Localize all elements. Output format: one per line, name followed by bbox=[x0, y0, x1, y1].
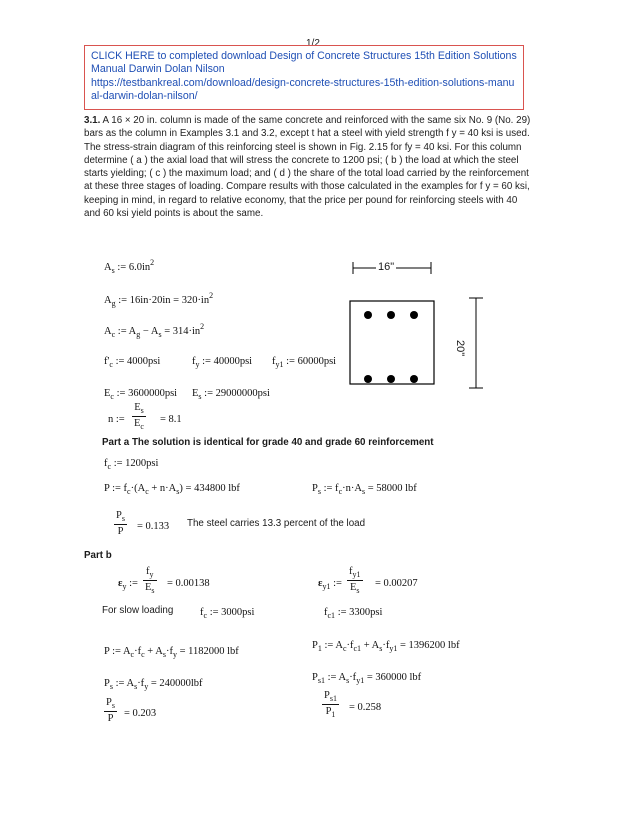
rebar-dot bbox=[410, 375, 418, 383]
part-b-p-value: 1182000 lbf bbox=[188, 646, 239, 657]
part-b-fc1: $f_{c1}$ := 3300psi bbox=[324, 607, 383, 620]
n-fraction: $E_s$ $E_c$ bbox=[134, 402, 144, 432]
ag-equation: $A_g$ := $16in\cdot 20in = 320\cdot in^2$ bbox=[104, 291, 214, 308]
part-b-fc: $f_c$ := 3000psi bbox=[200, 607, 255, 620]
part-a-ratio-fraction: $P_s$ P bbox=[116, 510, 125, 538]
slow-loading-label: For slow loading bbox=[102, 605, 174, 616]
part-a-ratio: = 0.133 bbox=[137, 521, 170, 532]
part-b-ps-equation: $P_s$ := $A_s\cdot f_y = 240000lbf$ bbox=[104, 678, 203, 691]
part-b-fc1-value: 3300psi bbox=[349, 607, 383, 618]
rebar-dot bbox=[364, 311, 372, 319]
fc-equation: $f'_c$ := 4000psi bbox=[104, 356, 161, 369]
fy1-equation: $f_{y1}$ := 60000psi bbox=[272, 356, 337, 369]
banner-link-line1[interactable]: CLICK HERE to completed download Design of Concrete Structures 15th Edition Solutions bbox=[91, 50, 517, 62]
part-a-heading: Part a The solution is identical for grade 40 and grade 60 reinforcement bbox=[102, 437, 434, 448]
rebar-dot bbox=[387, 311, 395, 319]
part-b-ratio1-fraction: $P_{s1}$ $P_1$ bbox=[324, 690, 337, 720]
part-b-p-equation: P := $A_c\cdot f_c + A_s\cdot f_y = 1182000$ lbf bbox=[104, 646, 239, 659]
as-equation: $A_s$ := $6.0in^2$ bbox=[104, 258, 155, 275]
part-a-note: The steel carries 13.3 percent of the load bbox=[187, 518, 366, 529]
part-b-ps1-value: 360000 lbf bbox=[375, 672, 422, 683]
ey-label: $\varepsilon_y$ := bbox=[118, 578, 138, 591]
rebar-dot bbox=[364, 375, 372, 383]
part-a-p-equation: P := $f_c\cdot(A_c + n\cdot A_s) = 434800$ lbf bbox=[104, 483, 240, 496]
n-label: n := bbox=[108, 414, 125, 425]
problem-number: 3.1. bbox=[84, 115, 101, 126]
part-b-p1-value: 1396200 lbf bbox=[408, 640, 460, 651]
ey1-label: $\varepsilon_{y1}$ := bbox=[318, 578, 342, 591]
part-b-heading: Part b bbox=[84, 550, 112, 561]
banner-link-line2[interactable]: Manual Darwin Dolan Nilson bbox=[91, 63, 225, 76]
part-b-ratio: = 0.203 bbox=[124, 708, 157, 719]
download-banner[interactable] bbox=[84, 45, 524, 110]
part-b-fc-value: 3000psi bbox=[221, 607, 255, 618]
ey-value: = 0.00138 bbox=[167, 578, 210, 589]
part-b-ps-value: 240000lbf bbox=[159, 678, 203, 689]
height-dim-label: 20" bbox=[454, 340, 466, 357]
rebar-dot bbox=[410, 311, 418, 319]
problem-text: A 16 × 20 in. column is made of the same concrete and reinforced with the same six No. 9 (No. 29) bars as the column in Examples 3.1 and 3.2, except t hat a steel with yield strength f y = 40 ksi is used. The stress-strain diagram of this reinforcing steel is shown in Fig. 2.15 for fy = 40 ksi. For this column determine ( a ) the axial load that will stress the concrete to 1200 psi; ( b ) the load at which the steel starts yielding; ( c ) the maximum load; and ( d ) the share of the total load carried by the reinforcement at these three stages of loading. Compare results with those calculated in the examples for f y = 60 ksi, keeping in mind, in regard to relative economy, that the price per pound for reinforcing steels with 40 and 60 ksi yield points is about the same. bbox=[84, 115, 531, 220]
part-a-ps-equation: $P_s$ := $f_c\cdot n\cdot A_s = 58000$ lbf bbox=[312, 483, 417, 496]
part-b-ps1-equation: $P_{s1}$ := $A_s\cdot f_{y1} = 360000$ lbf bbox=[312, 672, 422, 685]
part-a-p-value: 434800 lbf bbox=[194, 483, 240, 494]
ec-equation: $E_c$ := 3600000psi bbox=[104, 388, 178, 401]
fy-equation: $f_y$ := 40000psi bbox=[192, 356, 253, 369]
ey1-value: = 0.00207 bbox=[375, 578, 418, 589]
fy1-value: 60000psi bbox=[297, 356, 337, 367]
width-dim-label: 16" bbox=[378, 261, 395, 273]
es-equation: $E_s$ := 29000000psi bbox=[192, 388, 270, 401]
ac-equation: $A_c$ := $A_g - A_s = 314\cdot in^2$ bbox=[104, 322, 205, 339]
fc-value: 4000psi bbox=[127, 356, 161, 367]
ey1-fraction: $f_{y1}$ $E_s$ bbox=[349, 566, 361, 596]
as-value: 6.0in bbox=[128, 262, 151, 273]
part-b-ratio1: = 0.258 bbox=[349, 702, 382, 713]
part-a-fc-value: 1200psi bbox=[125, 458, 159, 469]
part-b-ratio-fraction: $P_s$ P bbox=[106, 697, 115, 725]
rebar-dot bbox=[387, 375, 395, 383]
page-number: 1/2 bbox=[306, 38, 320, 49]
banner-link-line3[interactable]: https://testbankreal.com/download/design-concrete-structures-15th-edition-solutions-manu bbox=[91, 76, 515, 89]
ag-value: 16in·20in = 320·in bbox=[129, 295, 210, 306]
part-b-p1-equation: $P_1$ := $A_c\cdot f_{c1} + A_s\cdot f_{y1} = 1396200$ lbf bbox=[312, 640, 460, 653]
part-a-ps-value: 58000 lbf bbox=[376, 483, 417, 494]
ec-value: 3600000psi bbox=[128, 388, 178, 399]
banner-link-line4[interactable]: al-darwin-dolan-nilson/ bbox=[91, 90, 198, 103]
es-value: 29000000psi bbox=[215, 388, 270, 399]
part-a-fc: $f_c$ := 1200psi bbox=[104, 458, 159, 471]
fy-value: 40000psi bbox=[213, 356, 253, 367]
ey-fraction: $f_y$ $E_s$ bbox=[145, 566, 155, 596]
n-value: = 8.1 bbox=[160, 414, 182, 425]
problem-statement bbox=[84, 114, 534, 220]
